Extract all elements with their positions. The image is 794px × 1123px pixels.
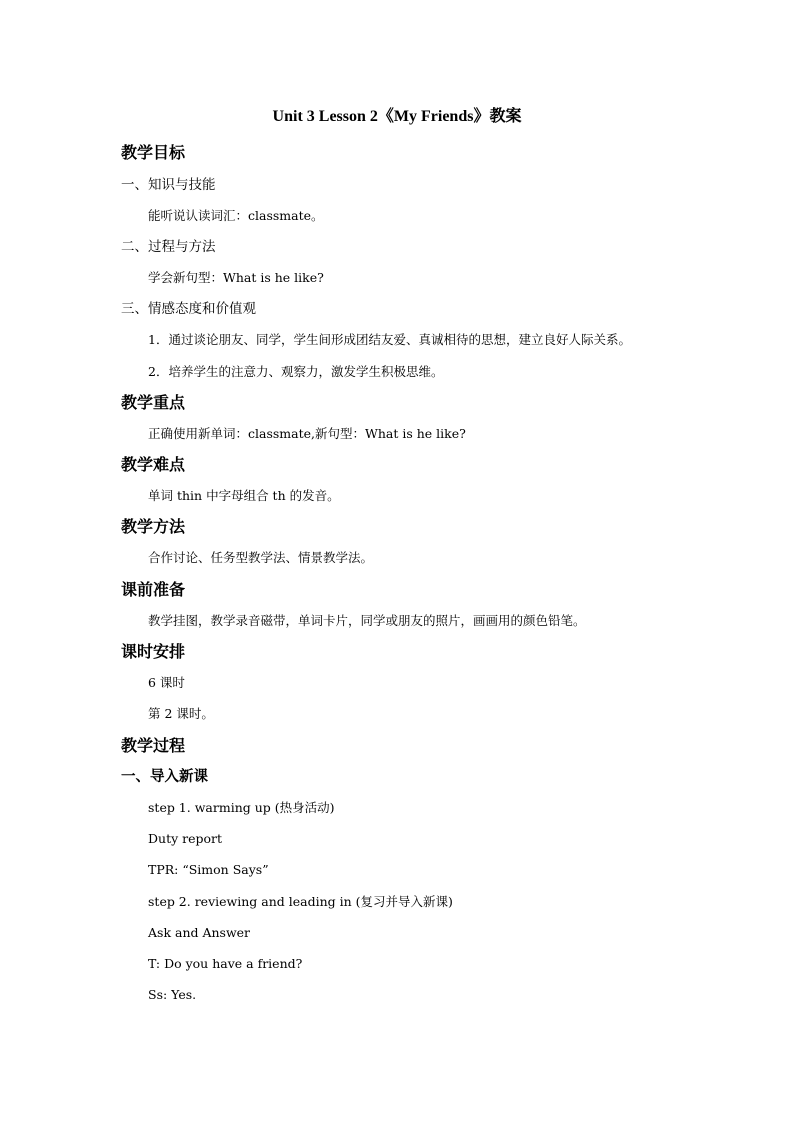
subheading-attitude-values: 三、情感态度和价值观 <box>121 301 256 317</box>
section-heading-process: 教学过程 <box>121 736 186 755</box>
body-text: 学会新句型：What is he like? <box>148 270 324 285</box>
section-heading-key-points: 教学重点 <box>121 393 186 412</box>
body-text: 第 2 课时。 <box>148 706 214 721</box>
body-text: Duty report <box>148 831 223 846</box>
body-text: 能听说认读词汇：classmate。 <box>148 208 324 223</box>
body-text: 2．培养学生的注意力、观察力，激发学生积极思维。 <box>148 364 444 379</box>
body-text: 教学挂图，教学录音磁带，单词卡片，同学或朋友的照片，画画用的颜色铅笔。 <box>148 613 586 628</box>
section-heading-methods: 教学方法 <box>121 517 186 536</box>
body-text: 单词 thin 中字母组合 th 的发音。 <box>148 488 340 503</box>
body-text: step 1. warming up (热身活动) <box>148 800 335 815</box>
body-text: Ss: Yes. <box>148 987 197 1002</box>
subheading-process-method: 二、过程与方法 <box>121 239 216 255</box>
section-heading-objectives: 教学目标 <box>121 143 186 162</box>
document-title: Unit 3 Lesson 2《My Friends》教案 <box>272 108 522 125</box>
body-text: step 2. reviewing and leading in (复习并导入新课) <box>148 894 453 909</box>
body-text: Ask and Answer <box>148 925 251 940</box>
section-heading-schedule: 课时安排 <box>121 642 186 661</box>
body-text: 1．通过谈论朋友、同学，学生间形成团结友爱、真诚相待的思想，建立良好人际关系。 <box>148 332 631 347</box>
subheading-knowledge-skills: 一、知识与技能 <box>121 177 216 193</box>
body-text: 合作讨论、任务型教学法、情景教学法。 <box>148 550 374 565</box>
body-text: 正确使用新单词：classmate,新句型：What is he like? <box>148 426 466 441</box>
section-heading-difficulties: 教学难点 <box>121 455 186 474</box>
subheading-introduction: 一、导入新课 <box>121 768 208 785</box>
section-heading-preparation: 课前准备 <box>121 580 186 599</box>
body-text: T: Do you have a friend? <box>148 956 303 971</box>
body-text: TPR: “Simon Says” <box>148 862 269 877</box>
body-text: 6 课时 <box>148 675 185 690</box>
